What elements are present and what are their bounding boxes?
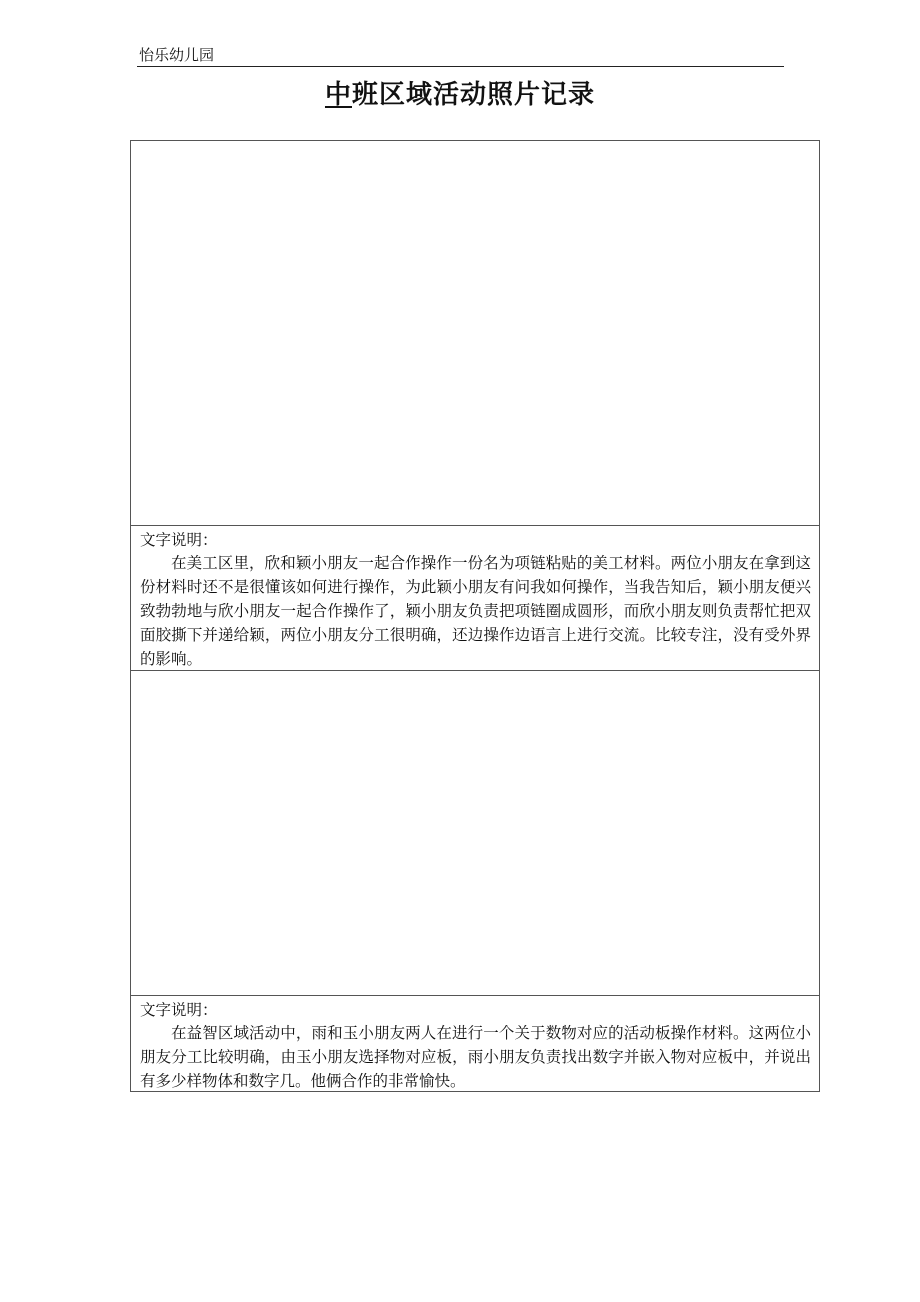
header-divider bbox=[137, 66, 784, 67]
page-title-first-char: 中 bbox=[324, 80, 352, 110]
photo-record-table bbox=[130, 140, 820, 1092]
caption-text: 在美工区里，欣和颖小朋友一起合作操作一份名为项链粘贴的美工材料。两位小朋友在拿到这份材料时还不是很懂该如何进行操作，为此颖小朋友有问我如何操作，当我告知后，颖小朋友便兴致勃勃地与欣小朋友一起合作操作了，颖小朋友负责把项链圈成圆形，而欣小朋友则负责帮忙把双面胶撕下并递给颖，两位小朋友分工很明确，还边操作边语言上进行交流。比较专注，没有受外界的影响。 bbox=[140, 554, 811, 668]
photo-slot-2 bbox=[131, 671, 819, 996]
header-org-name: 怡乐幼儿园 bbox=[139, 46, 215, 64]
page-title bbox=[0, 74, 920, 111]
caption-label: 文字说明： bbox=[140, 1001, 218, 1019]
photo-slot-1 bbox=[131, 141, 819, 526]
caption-cell-1 bbox=[131, 526, 819, 671]
caption-label: 文字说明： bbox=[140, 531, 218, 549]
caption-cell-2 bbox=[131, 996, 819, 1092]
page-title-rest: 班区域活动照片记录 bbox=[352, 80, 596, 110]
caption-text: 在益智区域活动中，雨和玉小朋友两人在进行一个关于数物对应的活动板操作材料。这两位小朋友分工比较明确，由玉小朋友选择物对应板，雨小朋友负责找出数字并嵌入物对应板中，并说出有多少样物体和数字几。他俩合作的非常愉快。 bbox=[140, 1024, 811, 1090]
